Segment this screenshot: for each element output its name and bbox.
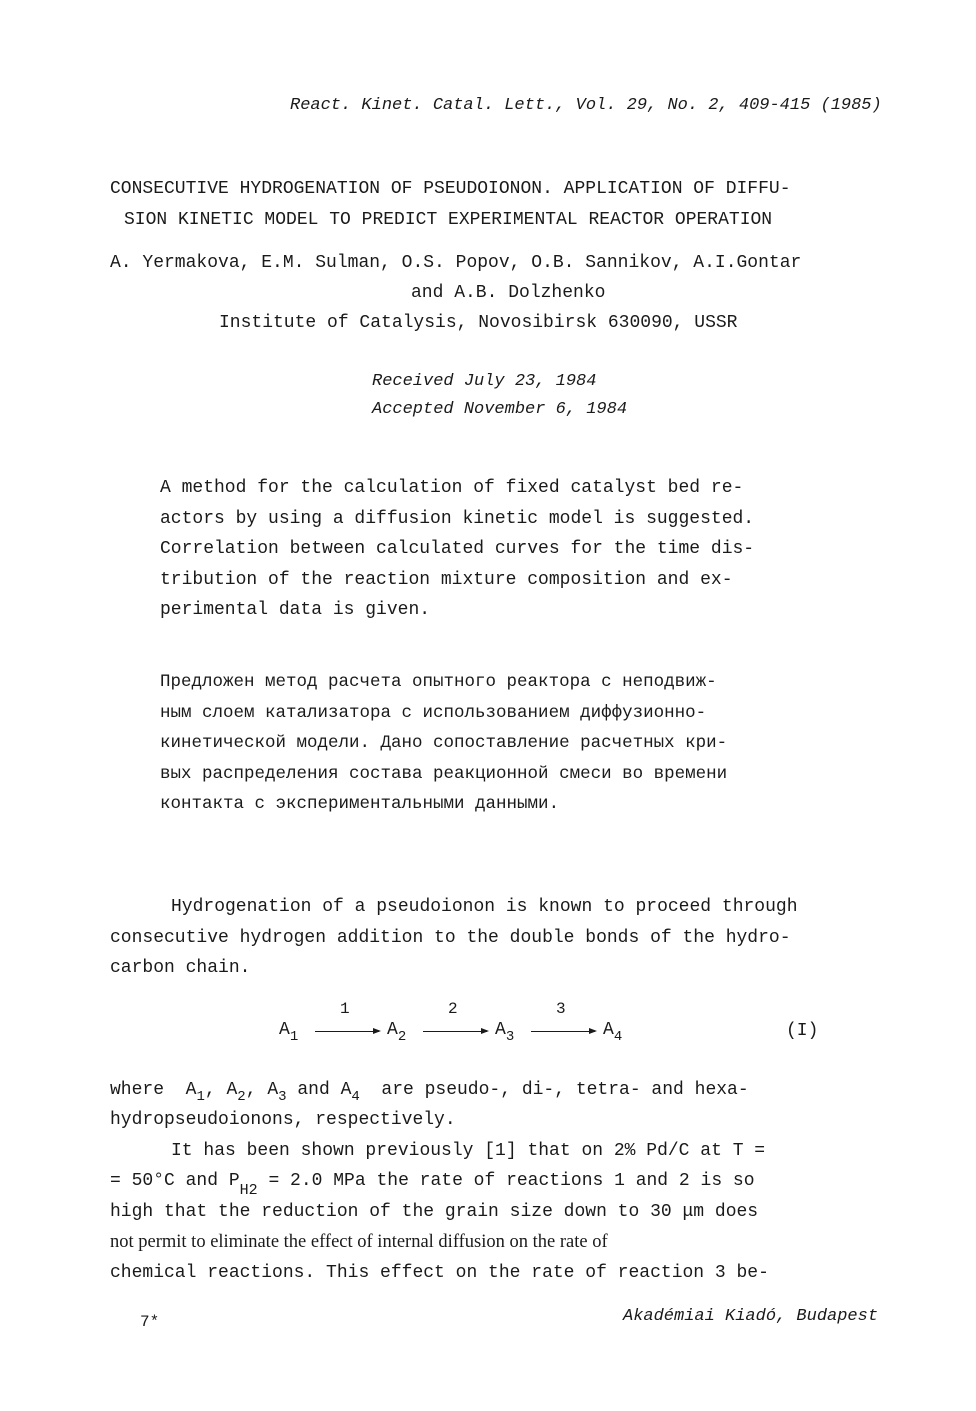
abstract-en-line: Correlation between calculated curves for the time dis- xyxy=(160,539,755,559)
body-intro-line: consecutive hydrogen addition to the double bonds of the hydro- xyxy=(110,928,791,948)
title-line-2: SION KINETIC MODEL TO PREDICT EXPERIMENTAL REACTOR OPERATION xyxy=(124,210,773,230)
abstract-en-line: tribution of the reaction mixture composition and ex- xyxy=(160,569,733,590)
species-a2: $A_2$ xyxy=(387,1020,407,1045)
step-label-1: 1 xyxy=(340,1000,350,1018)
arrow-step-1 xyxy=(315,1031,379,1032)
abstract-ru-line: вых распределения состава реакционной смеси во времени xyxy=(160,763,728,784)
abstract-ru-line: ным слоем катализатора с использованием диффузионно- xyxy=(160,702,707,723)
page-mark: 7* xyxy=(140,1313,160,1331)
paragraph2-line-5: chemical reactions. This effect on the rate of reaction 3 be- xyxy=(110,1263,769,1283)
abstract-russian xyxy=(160,667,727,820)
received-date: Received July 23, 1984 xyxy=(372,372,597,391)
species-a1: $A_1$ xyxy=(279,1020,299,1045)
step-label-2: 2 xyxy=(448,1000,458,1018)
body-intro-line: Hydrogenation of a pseudoionon is known to proceed through xyxy=(171,897,798,917)
authors-line-2: and A.B. Dolzhenko xyxy=(411,283,606,303)
species-a3: $A_3$ xyxy=(495,1020,515,1045)
title-line-1: CONSECUTIVE HYDROGENATION OF PSEUDOIONON. APPLICATION OF DIFFU- xyxy=(110,179,791,199)
species-a4: $A_4$ xyxy=(603,1020,623,1045)
abstract-ru-line: кинетической модели. Дано сопоставление расчетных кри- xyxy=(160,733,728,753)
where-prefix: where xyxy=(110,1080,165,1100)
accepted-date: Accepted November 6, 1984 xyxy=(372,400,628,419)
abstract-en-line: actors by using a diffusion kinetic model is suggested. xyxy=(160,508,755,529)
publisher: Akadémiai Kiadó, Budapest xyxy=(623,1307,879,1326)
journal-citation: React. Kinet. Catal. Lett., Vol. 29, No. 2, 409-415 (1985) xyxy=(290,96,882,115)
equation-number: (I) xyxy=(786,1021,819,1041)
abstract-ru-line: Предложен метод расчета опытного реактора с неподвиж- xyxy=(160,672,717,692)
arrow-step-3 xyxy=(531,1031,595,1032)
abstract-en-line: A method for the calculation of fixed catalyst bed re- xyxy=(160,478,744,498)
abstract-english xyxy=(160,473,754,626)
abstract-en-line: perimental data is given. xyxy=(160,600,431,620)
affiliation: Institute of Catalysis, Novosibirsk 630090, USSR xyxy=(219,313,738,333)
where-line-2: hydropseudoionons, respectively. xyxy=(110,1110,456,1130)
arrow-step-2 xyxy=(423,1031,487,1032)
paragraph2-line-4: not permit to eliminate the effect of internal diffusion on the rate of xyxy=(110,1232,608,1252)
abstract-ru-line: контакта с экспериментальными данными. xyxy=(160,794,560,814)
authors-line-1: A. Yermakova, E.M. Sulman, O.S. Popov, O.B. Sannikov, A.I.Gontar xyxy=(110,253,802,273)
where-line: where $A_1$, $A_2$, $A_3$ and $A_4$ are pseudo-, di-, tetra- and hexa- xyxy=(110,1080,749,1105)
paragraph2-line-2: = 50°C and $P_{H2} = 2.0$ MPa the rate of reactions 1 and 2 is so xyxy=(110,1171,755,1199)
body-intro-line: carbon chain. xyxy=(110,958,251,978)
step-label-3: 3 xyxy=(556,1000,566,1018)
paragraph2-line-3: high that the reduction of the grain size down to 30 μm does xyxy=(110,1202,759,1222)
paragraph2-line-1: It has been shown previously [1] that on 2% Pd/C at T = xyxy=(171,1141,766,1161)
